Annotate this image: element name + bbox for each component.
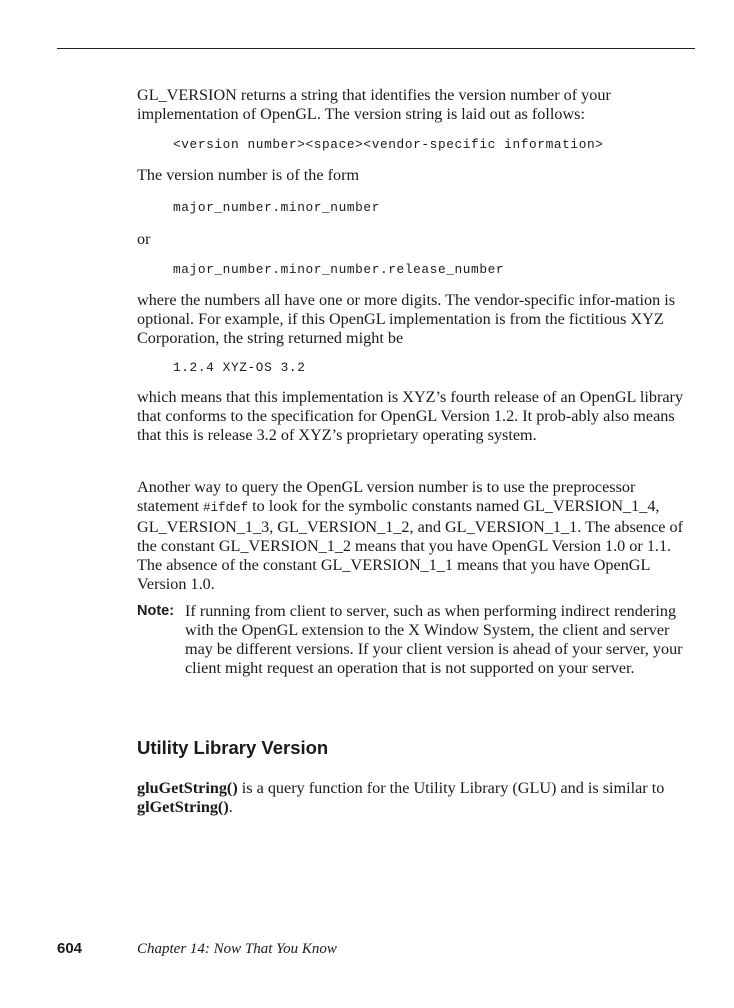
header-rule [57, 48, 695, 49]
note-label: Note: [137, 603, 175, 619]
paragraph-version-form: The version number is of the form [137, 166, 360, 184]
function-glu-get-string: gluGetString() [137, 779, 238, 797]
code-version-string-format: <version number><space><vendor-specific information> [173, 137, 604, 152]
chapter-title: Chapter 14: Now That You Know [137, 941, 337, 957]
function-gl-get-string: glGetString() [137, 798, 229, 816]
paragraph-glu-get-string [137, 779, 692, 817]
note-body: If running from client to server, such as when performing indirect rendering with the OpenGL extension to the X Window System, the client and server may be different versions. If your client version is ahead of your server, your client might request an operation that is not supported on your server. [185, 602, 683, 677]
page-number: 604 [57, 940, 83, 957]
code-example-string: 1.2.4 XYZ-OS 3.2 [173, 360, 306, 375]
ifdef-code: #ifdef [203, 501, 249, 515]
code-major-minor-release: major_number.minor_number.release_number [173, 262, 505, 277]
p6-after: to look for the symbolic constants named GL_VERSION_1_4, GL_VERSION_1_3, GL_VERSION_1_2, and GL_VERSION_1_1. The absence of the constant GL_VERSION_1_2 means that you have OpenGL Version 1.0 or 1.1. The absence of the constant GL_VERSION_1_1 means that you have OpenGL Version 1.0. [137, 497, 683, 593]
paragraph-numbers-digits: where the numbers all have one or more digits. The vendor-specific infor-mation is optional. For example, if this OpenGL implementation is from the fictitious XYZ Corporation, the string returned might be [137, 291, 676, 347]
code-major-minor: major_number.minor_number [173, 200, 380, 215]
paragraph-gl-version: GL_VERSION returns a string that identifies the version number of your implementation of OpenGL. The version string is laid out as follows: [137, 86, 611, 123]
p7-end: . [228, 798, 233, 816]
p7-middle: is a query function for the Utility Library (GLU) and is similar to [237, 779, 665, 797]
paragraph-xyz-release: which means that this implementation is XYZ’s fourth release of an OpenGL library that conforms to the specification for OpenGL Version 1.2. It prob-ably also means that this is release 3.2 of XYZ’s proprietary operating system. [137, 388, 684, 444]
paragraph-or: or [137, 230, 151, 248]
p6-before: Another way to query the OpenGL version number is to use the preprocessor statement [137, 478, 636, 515]
paragraph-preprocessor [137, 478, 692, 594]
section-heading: Utility Library Version [137, 737, 329, 758]
